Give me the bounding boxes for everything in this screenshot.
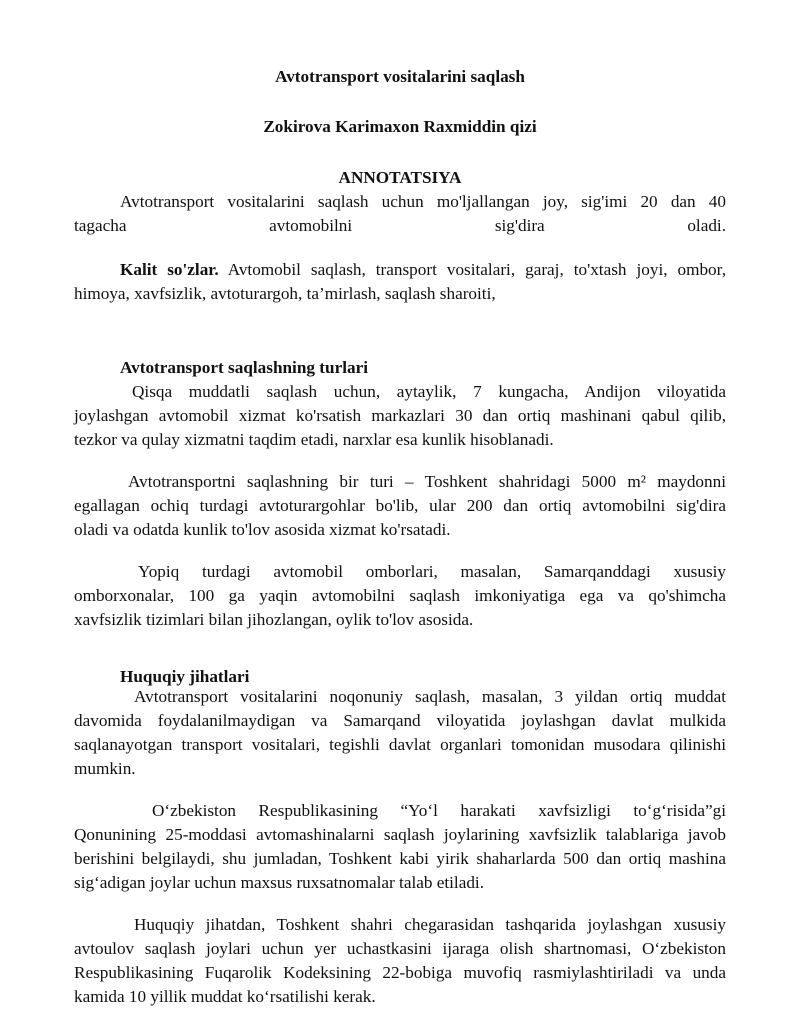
keywords-line: [120, 258, 726, 282]
paragraph-line: Avtotransport vositalarini noqonuniy saqlash, masalan, 3 yildan ortiq muddat: [134, 687, 726, 706]
paragraph-line: sig‘adigan joylar uchun maxsus ruxsatnomalar talab etiladi.: [74, 873, 484, 892]
paragraph-line: Avtotransportni saqlashning bir turi – Toshkent shahridagi 5000 m² maydonni: [128, 472, 726, 491]
document-author: Zokirova Karimaxon Raxmiddin qizi: [263, 117, 537, 136]
paragraph-line: davomida foydalanilmaydigan va Samarqand viloyatida joylashgan davlat mulkida: [74, 711, 726, 730]
paragraph-line: Qonunining 25-moddasi avtomashinalarni saqlash joylarining xavfsizlik talablariga javob: [74, 825, 726, 844]
paragraph-line: egallagan ochiq turdagi avtoturargohlar bo'lib, ular 200 dan ortiq avtomobilni sig'dira: [74, 496, 726, 515]
paragraph-line: Yopiq turdagi avtomobil omborlari, masalan, Samarqanddagi xususiy: [138, 562, 726, 581]
keywords-label: Kalit so'zlar.: [120, 260, 219, 279]
paragraph-line: xavfsizlik tizimlari bilan jihozlangan, oylik to'lov asosida.: [74, 610, 474, 629]
paragraph-line: berishini belgilaydi, shu jumladan, Toshkent kabi yirik shaharlarda 500 dan ortiq mashina: [74, 849, 726, 868]
paragraph-line: O‘zbekiston Respublikasining “Yo‘l harakati xavfsizligi to‘g‘risida”gi: [152, 801, 726, 820]
paragraph-line: Respublikasining Fuqarolik Kodeksining 22-bobiga muvofiq rasmiylashtiriladi va unda: [74, 963, 726, 982]
paragraph-line: oladi va odatda kunlik to'lov asosida xizmat ko'rsatadi.: [74, 520, 451, 539]
paragraph-line: mumkin.: [74, 759, 136, 778]
document-title: Avtotransport vositalarini saqlash: [275, 67, 525, 86]
paragraph-line: omborxonalar, 100 ga yaqin avtomobilni saqlash imkoniyatiga ega va qo'shimcha: [74, 586, 726, 605]
paragraph-line: avtoulov saqlash joylari uchun yer uchastkasini ijaraga olish shartnomasi, O‘zbekiston: [74, 939, 726, 958]
paragraph-line: Qisqa muddatli saqlash uchun, aytaylik, 7 kungacha, Andijon viloyatida: [132, 382, 726, 401]
annotation-line: tagacha avtomobilni sig'dira oladi.: [74, 216, 726, 235]
annotation-heading: ANNOTATSIYA: [338, 168, 462, 187]
paragraph-line: joylashgan avtomobil xizmat ko'rsatish markazlari 30 dan ortiq mashinani qabul qilib,: [74, 406, 726, 425]
annotation-line: Avtotransport vositalarini saqlash uchun mo'ljallangan joy, sig'imi 20 dan 40: [120, 192, 726, 211]
paragraph-line: saqlanayotgan transport vositalari, tegishli davlat organlari tomonidan musodara qilinishi: [74, 735, 726, 754]
section-heading: Huquqiy jihatlari: [120, 667, 250, 686]
keywords-line: himoya, xavfsizlik, avtoturargoh, ta’mirlash, saqlash sharoiti,: [74, 284, 496, 303]
section-heading: Avtotransport saqlashning turlari: [120, 358, 368, 377]
paragraph-line: tezkor va qulay xizmatni taqdim etadi, narxlar esa kunlik hisoblanadi.: [74, 430, 554, 449]
paragraph-line: Huquqiy jihatdan, Toshkent shahri chegarasidan tashqarida joylashgan xususiy: [134, 915, 726, 934]
keywords-text: Avtomobil saqlash, transport vositalari, garaj, to'xtash joyi, ombor,: [227, 260, 726, 279]
paragraph-line: kamida 10 yillik muddat ko‘rsatilishi kerak.: [74, 987, 376, 1006]
